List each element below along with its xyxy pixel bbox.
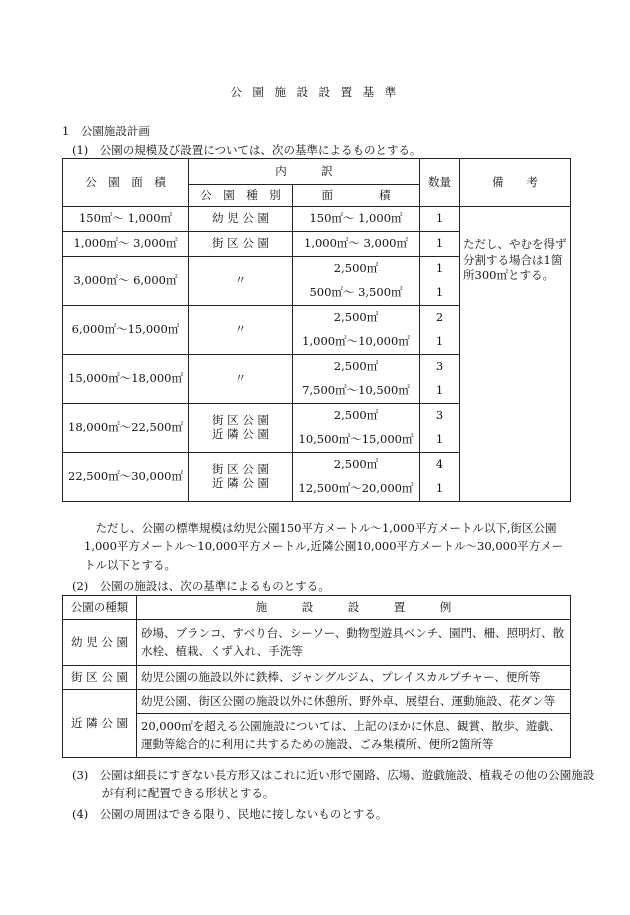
count-value: 1 bbox=[435, 334, 444, 349]
header-park-area: 公 園 面 積 bbox=[63, 159, 189, 207]
row-sub-area bbox=[293, 355, 420, 404]
sub-area-value: 2,500㎡ bbox=[333, 359, 379, 374]
facilities-youji: 砂場、ブランコ、すべり台、シーソー、動物型遊具ベンチ、園門、柵、照明灯、散水栓、植栽、くず入れ、手洗等 bbox=[137, 620, 571, 666]
row-park-type bbox=[189, 306, 293, 355]
sub-area-value: 1,000㎡〜10,000㎡ bbox=[302, 334, 410, 349]
row-count bbox=[420, 207, 460, 232]
sub-area-value: 2,500㎡ bbox=[333, 457, 379, 472]
park-type-label: 近 隣 公 園 bbox=[212, 476, 269, 490]
facilities-kinrin-1: 幼児公園、街区公園の施設以外に休憩所、野外卓、展望台、運動施設、花ダン等 bbox=[137, 690, 571, 714]
header-count: 数量 bbox=[420, 159, 460, 207]
header-park-kind: 公園の種類 bbox=[63, 596, 137, 620]
table-row bbox=[63, 207, 571, 232]
row-sub-area bbox=[293, 453, 420, 502]
sub-area-value: 10,500㎡〜15,000㎡ bbox=[298, 432, 414, 447]
item-3-text: (3) 公園は細長にすぎない長方形又はこれに近い形で園路、広場、遊戯施設、植栽その他の公園施設が有利に配置できる形状とする。 bbox=[72, 768, 595, 801]
park-type-label: 街 区 公 園 bbox=[212, 462, 269, 477]
sub-area-value: 7,500㎡〜10,500㎡ bbox=[302, 383, 410, 398]
park-type-label: 〃 bbox=[234, 273, 247, 288]
note-standard-scale: ただし、公園の標準規模は幼児公園150平方メートル〜1,000平方メートル以下,街区公園1,000平方メートル〜10,000平方メートル,近隣公園10,000平方メートル〜30,000平方メートル以下とする。 bbox=[84, 521, 564, 572]
row-park-type bbox=[189, 453, 293, 502]
row-park-type bbox=[189, 257, 293, 306]
row-park-type bbox=[189, 232, 293, 257]
count-value: 1 bbox=[435, 432, 444, 447]
row-park-type bbox=[189, 207, 293, 232]
row-park-area: 150㎡〜 1,000㎡ bbox=[63, 207, 189, 232]
sub-area-value: 12,500㎡〜20,000㎡ bbox=[298, 481, 414, 496]
sub-area-value: 500㎡〜 3,500㎡ bbox=[309, 285, 403, 300]
row-sub-area bbox=[293, 232, 420, 257]
section-heading: 1 公園施設計画 bbox=[62, 124, 150, 138]
row-count bbox=[420, 306, 460, 355]
header-remarks: 備 考 bbox=[460, 159, 571, 207]
count-value: 3 bbox=[435, 408, 444, 423]
count-value: 1 bbox=[435, 383, 444, 398]
type-kinrin: 近 隣 公 園 bbox=[63, 690, 137, 758]
row-count bbox=[420, 404, 460, 453]
row-sub-area bbox=[293, 306, 420, 355]
park-type-label: 街 区 公 園 bbox=[212, 413, 269, 428]
row-sub-area bbox=[293, 257, 420, 306]
row-count bbox=[420, 355, 460, 404]
facilities-gaiku: 幼児公園の施設以外に鉄棒、ジャングルジム、プレイスカルプチャー、便所等 bbox=[137, 666, 571, 690]
header-sub-area: 面 積 bbox=[293, 185, 420, 207]
park-type-label: 街 区 公 園 bbox=[212, 236, 269, 251]
type-youji: 幼 児 公 園 bbox=[63, 620, 137, 666]
park-scale-table bbox=[62, 158, 571, 502]
header-park-type: 公 園 種 別 bbox=[189, 185, 293, 207]
row-count bbox=[420, 232, 460, 257]
count-value: 1 bbox=[435, 236, 444, 251]
row-park-type bbox=[189, 404, 293, 453]
count-value: 1 bbox=[435, 285, 444, 300]
remarks-text: ただし、やむを得ず分割する場合は1箇所300㎡とする。 bbox=[463, 237, 567, 283]
header-breakdown: 内 訳 bbox=[189, 159, 420, 185]
park-facilities-table bbox=[62, 595, 571, 758]
row-park-type bbox=[189, 355, 293, 404]
page-title: 公 園 施 設 設 置 基 準 bbox=[230, 85, 400, 99]
sub-area-value: 150㎡〜 1,000㎡ bbox=[309, 211, 403, 226]
count-value: 3 bbox=[435, 359, 444, 374]
item-2-text: (2) 公園の施設は、次の基準によるものとする。 bbox=[72, 579, 330, 593]
row-sub-area bbox=[293, 404, 420, 453]
count-value: 1 bbox=[435, 481, 444, 496]
park-type-label: 〃 bbox=[234, 371, 247, 386]
count-value: 2 bbox=[435, 310, 444, 325]
park-type-label: 幼 児 公 園 bbox=[212, 211, 269, 226]
row-park-area: 3,000㎡〜 6,000㎡ bbox=[63, 257, 189, 306]
remarks-cell bbox=[460, 207, 571, 502]
sub-area-value: 2,500㎡ bbox=[333, 408, 379, 423]
row-sub-area bbox=[293, 207, 420, 232]
sub-area-value: 2,500㎡ bbox=[333, 261, 379, 276]
row-count bbox=[420, 453, 460, 502]
item-1-text: (1) 公園の規模及び設置については、次の基準によるものとする。 bbox=[72, 143, 422, 157]
row-park-area: 18,000㎡〜22,500㎡ bbox=[63, 404, 189, 453]
row-count bbox=[420, 257, 460, 306]
row-park-area: 15,000㎡〜18,000㎡ bbox=[63, 355, 189, 404]
row-park-area: 6,000㎡〜15,000㎡ bbox=[63, 306, 189, 355]
park-type-label: 〃 bbox=[234, 322, 247, 337]
park-type-label: 近 隣 公 園 bbox=[212, 427, 269, 441]
count-value: 1 bbox=[435, 261, 444, 276]
type-gaiku: 街 区 公 園 bbox=[63, 666, 137, 690]
count-value: 4 bbox=[435, 457, 444, 472]
header-facility-examples: 施 設 設 置 例 bbox=[137, 596, 571, 620]
item-4-text: (4) 公園の周囲はできる限り、民地に接しないものとする。 bbox=[72, 807, 388, 821]
sub-area-value: 2,500㎡ bbox=[333, 310, 379, 325]
facilities-kinrin-2: 20,000㎡を超える公園施設については、上記のほかに休息、観賞、散歩、遊戯、運動等総合的に利用に共するための施設、ごみ集積所、便所2箇所等 bbox=[137, 714, 571, 758]
count-value: 1 bbox=[435, 211, 444, 226]
sub-area-value: 1,000㎡〜 3,000㎡ bbox=[304, 236, 408, 251]
row-park-area: 22,500㎡〜30,000㎡ bbox=[63, 453, 189, 502]
row-park-area: 1,000㎡〜 3,000㎡ bbox=[63, 232, 189, 257]
